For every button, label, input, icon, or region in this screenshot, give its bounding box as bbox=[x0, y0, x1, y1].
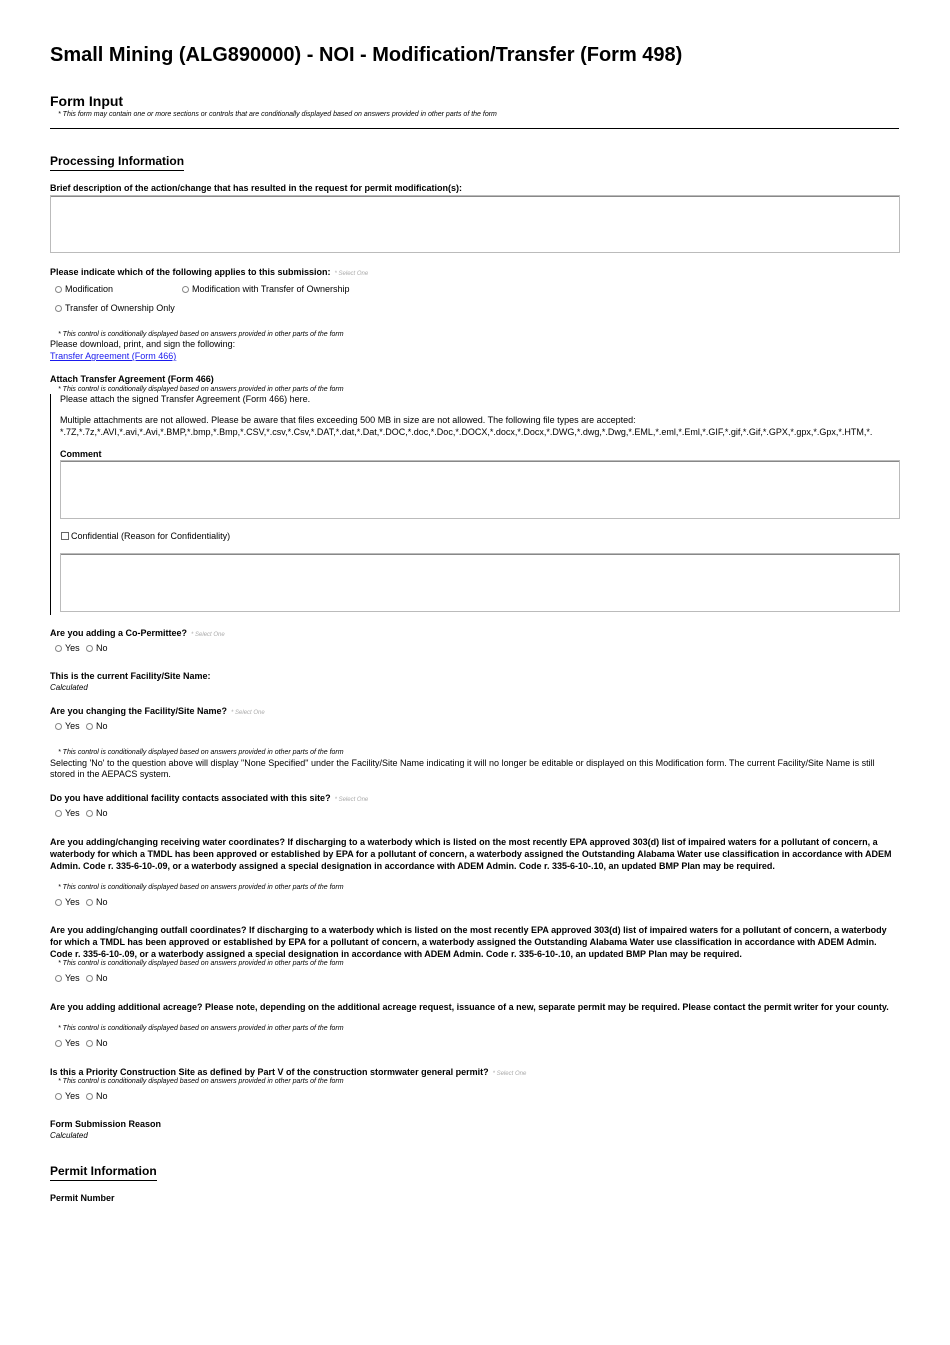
co-permittee-label: Are you adding a Co-Permittee? * Select One bbox=[50, 628, 225, 638]
calculated-value: Calculated bbox=[50, 683, 88, 692]
checkbox-icon[interactable] bbox=[61, 532, 69, 540]
radio-icon[interactable] bbox=[55, 645, 62, 652]
select-one-hint: * Select One bbox=[334, 271, 369, 277]
acreage-no[interactable]: No bbox=[86, 1038, 108, 1048]
radio-icon[interactable] bbox=[55, 286, 62, 293]
page-title: Small Mining (ALG890000) - NOI - Modification/Transfer (Form 498) bbox=[50, 44, 683, 66]
file-types: *.7Z,*.7z,*.AVI,*.avi,*.Avi,*.BMP,*.bmp,*.Bmp,*.CSV,*.csv,*.Csv,*.DAT,*.dat,*.Dat,*.DOC,*.doc,*.Doc,*.DOCX,*.docx,*.Docx,*.DWG,*.dwg,*.Dwg,*.EML,*.eml,*.Eml,*.GIF,*.gif,*.Gif,*.GPX,*.gpx,*.Gpx,*.HTM,*. bbox=[60, 427, 873, 437]
receiving-water-no[interactable]: No bbox=[86, 897, 108, 907]
download-text: Please download, print, and sign the following: bbox=[50, 339, 236, 349]
conditional-note: * This control is conditionally displayed based on answers provided in other parts of the form bbox=[58, 1025, 344, 1032]
divider bbox=[50, 128, 899, 129]
transfer-agreement-link[interactable]: Transfer Agreement (Form 466) bbox=[50, 351, 177, 361]
radio-icon[interactable] bbox=[86, 723, 93, 730]
receiving-water-label: Are you adding/changing receiving water coordinates? If discharging to a waterbody which is listed on the most recently EPA approved 303(d) list of impaired waters for a pollutant of concern, a waterbody for which a TMDL has been approved or established by EPA for a pollutant of concern, a waterbody assigned the Outstanding Alabama Water use classification in accordance with ADEM Admin. Code r. 335-6-10-.09, or a waterbody assigned a special designation in accordance with ADEM Admin. Code r. 335-6-10-.10, an updated BMP Plan may be required. bbox=[50, 837, 892, 871]
multi-attach-text: Multiple attachments are not allowed. Please be aware that files exceeding 500 MB in size are not allowed. The following file types are accepted: bbox=[60, 415, 636, 425]
co-permittee-yes[interactable]: Yes bbox=[55, 643, 80, 653]
attachment-group-bar bbox=[50, 394, 51, 615]
radio-icon[interactable] bbox=[86, 1093, 93, 1100]
permit-number-label: Permit Number bbox=[50, 1193, 115, 1203]
radio-icon[interactable] bbox=[86, 645, 93, 652]
radio-icon[interactable] bbox=[86, 1040, 93, 1047]
radio-icon[interactable] bbox=[55, 810, 62, 817]
radio-icon[interactable] bbox=[182, 286, 189, 293]
attach-label: Attach Transfer Agreement (Form 466) bbox=[50, 374, 214, 384]
additional-contacts-no[interactable]: No bbox=[86, 808, 108, 818]
submission-reason-label: Form Submission Reason bbox=[50, 1119, 162, 1129]
changing-facility-label: Are you changing the Facility/Site Name? * Select One bbox=[50, 706, 265, 716]
option-mod-transfer[interactable]: Modification with Transfer of Ownership bbox=[182, 284, 350, 294]
outfall-yes[interactable]: Yes bbox=[55, 973, 80, 983]
conditional-note: * This control is conditionally displayed based on answers provided in other parts of the form bbox=[58, 331, 344, 338]
no-selection-note: Selecting 'No' to the question above will display "None Specified" under the Facility/Site Name indicating it will no longer be editable or displayed on this Modification form. The current Facility/Site Name is still stored in the AEPACS system. bbox=[50, 758, 875, 779]
brief-description-label: Brief description of the action/change that has resulted in the request for permit modification(s): bbox=[50, 183, 463, 193]
changing-facility-no[interactable]: No bbox=[86, 721, 108, 731]
receiving-water-yes[interactable]: Yes bbox=[55, 897, 80, 907]
radio-icon[interactable] bbox=[55, 305, 62, 312]
radio-icon[interactable] bbox=[55, 1093, 62, 1100]
acreage-label: Are you adding additional acreage? Please note, depending on the additional acreage request, issuance of a new, separate permit may be required. Please contact the permit writer for your county. bbox=[50, 1002, 889, 1012]
option-transfer-only[interactable]: Transfer of Ownership Only bbox=[55, 303, 175, 313]
conditional-note: * This control is conditionally displayed based on answers provided in other parts of the form bbox=[58, 960, 344, 967]
conditional-note: * This control is conditionally displayed based on answers provided in other parts of the form bbox=[58, 386, 344, 393]
confidential-reason-textarea[interactable] bbox=[60, 553, 900, 612]
confidential-checkbox[interactable]: Confidential (Reason for Confidentiality) bbox=[61, 531, 230, 541]
radio-icon[interactable] bbox=[55, 975, 62, 982]
comment-label: Comment bbox=[60, 449, 102, 459]
applies-label: Please indicate which of the following applies to this submission: * Select One bbox=[50, 267, 369, 277]
additional-contacts-label: Do you have additional facility contacts associated with this site? * Select One bbox=[50, 793, 369, 803]
permit-heading: Permit Information bbox=[50, 1164, 157, 1181]
conditional-note: * This control is conditionally displayed based on answers provided in other parts of the form bbox=[58, 884, 344, 891]
comment-textarea[interactable] bbox=[60, 460, 900, 519]
additional-contacts-yes[interactable]: Yes bbox=[55, 808, 80, 818]
form-note: * This form may contain one or more sections or controls that are conditionally displayed based on answers provided in other parts of the form bbox=[58, 111, 497, 118]
radio-icon[interactable] bbox=[86, 810, 93, 817]
outfall-label: Are you adding/changing outfall coordinates? If discharging to a waterbody which is listed on the most recently EPA approved 303(d) list of impaired waters for a pollutant of concern, a waterbody for which a TMDL has been approved or established by EPA for a pollutant of concern, a waterbody assigned the Outstanding Alabama Water use classification in accordance with ADEM Admin. Code r. 335-6-10-.09, or a waterbody assigned a special designation in accordance with ADEM Admin. Code r. 335-6-10-.10, an updated BMP Plan may be required. bbox=[50, 925, 887, 959]
calculated-value: Calculated bbox=[50, 1131, 88, 1140]
option-modification[interactable]: Modification bbox=[55, 284, 113, 294]
radio-icon[interactable] bbox=[86, 975, 93, 982]
radio-icon[interactable] bbox=[55, 723, 62, 730]
priority-site-yes[interactable]: Yes bbox=[55, 1091, 80, 1101]
conditional-note: * This control is conditionally displayed based on answers provided in other parts of the form bbox=[58, 749, 344, 756]
priority-site-label: Is this a Priority Construction Site as defined by Part V of the construction stormwater general permit? * Select One bbox=[50, 1067, 527, 1077]
radio-icon[interactable] bbox=[55, 899, 62, 906]
co-permittee-no[interactable]: No bbox=[86, 643, 108, 653]
radio-icon[interactable] bbox=[55, 1040, 62, 1047]
priority-site-no[interactable]: No bbox=[86, 1091, 108, 1101]
attach-text: Please attach the signed Transfer Agreement (Form 466) here. bbox=[60, 394, 311, 404]
brief-description-textarea[interactable] bbox=[50, 195, 900, 253]
radio-icon[interactable] bbox=[86, 899, 93, 906]
changing-facility-yes[interactable]: Yes bbox=[55, 721, 80, 731]
outfall-no[interactable]: No bbox=[86, 973, 108, 983]
processing-heading: Processing Information bbox=[50, 154, 184, 171]
form-input-heading: Form Input bbox=[50, 93, 124, 109]
conditional-note: * This control is conditionally displayed based on answers provided in other parts of the form bbox=[58, 1078, 344, 1085]
acreage-yes[interactable]: Yes bbox=[55, 1038, 80, 1048]
current-facility-label: This is the current Facility/Site Name: bbox=[50, 671, 211, 681]
